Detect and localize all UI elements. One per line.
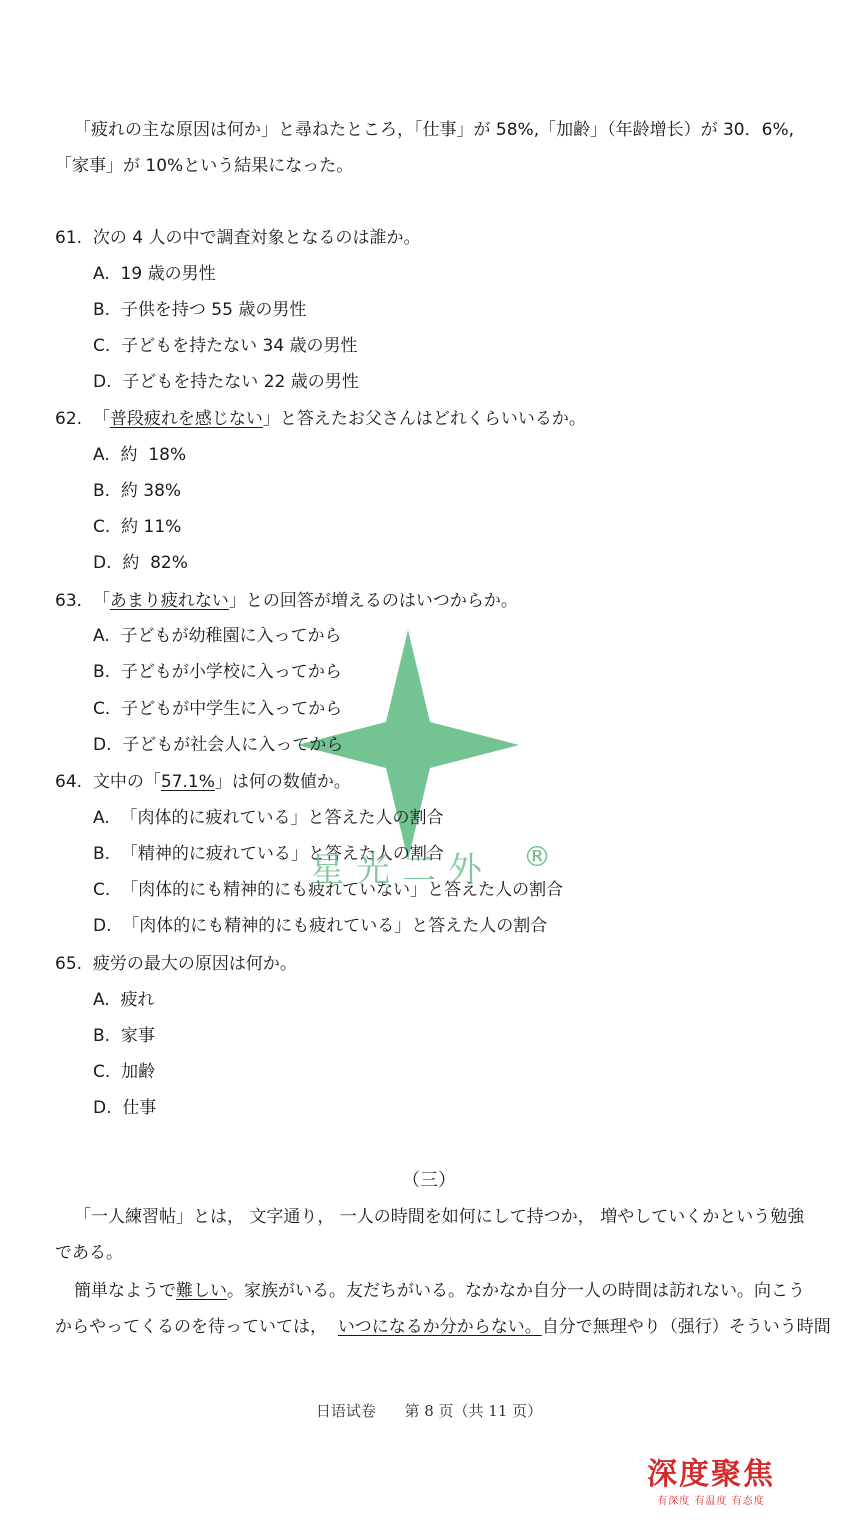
option-65-c[interactable]: C. 加齢	[93, 1062, 156, 1082]
underlined-phrase: 57.1%	[160, 772, 215, 792]
option-62-c[interactable]: C. 約 11%	[93, 517, 182, 537]
page-footer: 日语试卷 第 8 页（共 11 页）	[315, 1402, 543, 1420]
question-62: 62. 「普段疲れを感じない」と答えたお父さんはどれくらいいるか。	[55, 409, 586, 429]
question-number: 64.	[55, 772, 83, 792]
section-title: （三）	[402, 1170, 456, 1191]
intro-line-2: 「家事」が 10%という結果になった。	[55, 156, 354, 176]
option-64-a[interactable]: A. 「肉体的に疲れている」と答えた人の割合	[93, 808, 444, 828]
watermark-text: 星光二外	[310, 850, 494, 890]
option-64-d[interactable]: D. 「肉体的にも精神的にも疲れている」と答えた人の割合	[93, 916, 548, 936]
underlined-phrase: 難しい	[176, 1281, 227, 1301]
question-text: 疲労の最大の原因は何か。	[92, 954, 297, 974]
brand-title: 深度聚焦	[647, 1457, 775, 1492]
question-64: 64. 文中の「57.1%」は何の数値か。	[55, 772, 351, 792]
option-61-b[interactable]: B. 子供を持つ 55 歳の男性	[93, 300, 307, 320]
question-number: 65.	[55, 954, 83, 974]
registered-mark: ®	[523, 840, 551, 873]
question-text: 次の 4 人の中で調査対象となるのは誰か。	[92, 228, 421, 248]
option-65-a[interactable]: A. 疲れ	[93, 990, 155, 1010]
brand-logo	[636, 1458, 786, 1507]
option-61-d[interactable]: D. 子どもを持たない 22 歳の男性	[93, 372, 359, 392]
underlined-phrase: いつになるか分からない。	[337, 1317, 542, 1337]
option-65-b[interactable]: B. 家事	[93, 1026, 155, 1046]
option-64-b[interactable]: B. 「精神的に疲れている」と答えた人の割合	[93, 844, 444, 864]
question-number: 62.	[55, 409, 83, 429]
option-63-b[interactable]: B. 子どもが小学校に入ってから	[93, 662, 342, 682]
passage-line-4: からやってくるのを待っていては， いつになるか分からない。自分で無理やり（强行）そういう時間	[55, 1317, 831, 1337]
option-63-d[interactable]: D. 子どもが社会人に入ってから	[93, 735, 344, 755]
question-63: 63. 「あまり疲れない」との回答が増えるのはいつからか。	[55, 591, 518, 611]
option-61-c[interactable]: C. 子どもを持たない 34 歳の男性	[93, 336, 358, 356]
question-61	[55, 226, 420, 250]
passage-line-3: 簡単なようで難しい。家族がいる。友だちがいる。なかなか自分一人の時間は訪れない。向こう	[74, 1281, 805, 1301]
option-63-c[interactable]: C. 子どもが中学生に入ってから	[93, 699, 343, 719]
option-62-b[interactable]: B. 約 38%	[93, 481, 182, 501]
question-number: 61.	[55, 228, 83, 248]
option-65-d[interactable]: D. 仕事	[93, 1098, 157, 1118]
passage-line-1: 「一人練習帖」とは， 文字通り， 一人の時間を如何にして持つか， 増やしていくかという勉強	[74, 1207, 805, 1227]
option-63-a[interactable]: A. 子どもが幼稚園に入ってから	[93, 626, 342, 646]
option-61-a[interactable]: A. 19 歳の男性	[93, 264, 216, 284]
option-62-d[interactable]: D. 約 82%	[93, 553, 188, 573]
underlined-phrase: 普段疲れを感じない	[109, 409, 263, 429]
passage-line-2: である。	[55, 1243, 123, 1263]
question-65	[55, 952, 297, 976]
option-64-c[interactable]: C. 「肉体的にも精神的にも疲れていない」と答えた人の割合	[93, 880, 564, 900]
underlined-phrase: あまり疲れない	[109, 591, 229, 611]
option-62-a[interactable]: A. 約 18%	[93, 445, 187, 465]
intro-line-1: 「疲れの主な原因は何か」と尋ねたところ，「仕事」が 58%,「加齢」（年龄增长）が 30．6%,	[74, 120, 794, 140]
brand-subtitle: 有深度 有温度 有态度	[657, 1496, 765, 1507]
question-number: 63.	[55, 591, 83, 611]
